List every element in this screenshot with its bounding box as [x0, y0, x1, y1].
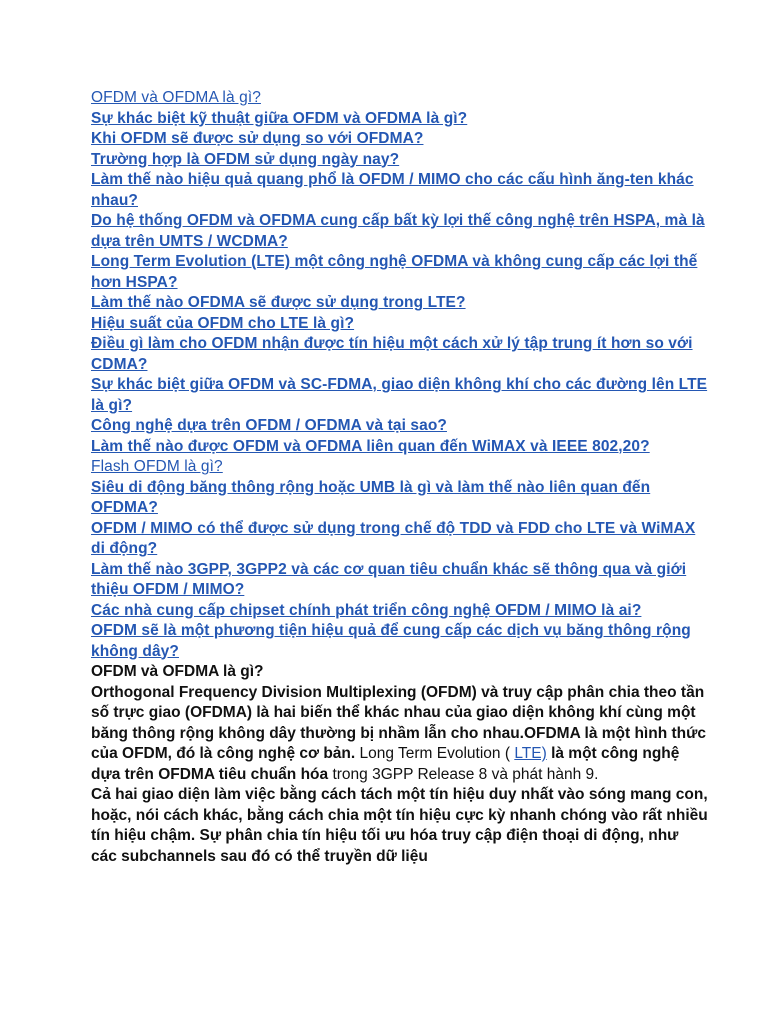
toc-link[interactable]: Long Term Evolution (LTE) một công nghệ OFDMA và không cung cấp các lợi thế hơn HSPA? — [91, 253, 698, 291]
toc-link[interactable]: Khi OFDM sẽ được sử dụng so với OFDMA? — [91, 130, 424, 147]
toc-link[interactable]: OFDM / MIMO có thể được sử dụng trong chế độ TDD và FDD cho LTE và WiMAX di động? — [91, 519, 696, 557]
toc-link[interactable]: Làm thế nào được OFDM và OFDMA liên quan đến WiMAX và IEEE 802,20? — [91, 437, 650, 455]
para1-text-c: là một công nghệ dựa trên OFDMA tiêu chuẩn hóa — [91, 745, 680, 783]
toc-link[interactable]: Flash OFDM là gì? — [91, 458, 223, 475]
para1-text-a: Orthogonal Frequency Division Multiplexing (OFDM) và truy cập phân chia theo tần số trực giao (OFDMA) là hai biến thể khác nhau của giao diện không khí cùng một băng thông rộng không dây thường bị nhầm lẫn cho nhau.OFDMA là một hình thức của OFDM, đó là công nghệ cơ bản. — [91, 683, 706, 762]
para1-text-b: Long Term Evolution ( — [359, 745, 515, 762]
toc-link[interactable]: Điều gì làm cho OFDM nhận được tín hiệu một cách xử lý tập trung ít hơn so với CDMA? — [91, 335, 693, 373]
toc-link[interactable]: OFDM sẽ là một phương tiện hiệu quả để cung cấp các dịch vụ băng thông rộng không dây? — [91, 622, 691, 660]
body-paragraph: Cả hai giao diện làm việc bằng cách tách một tín hiệu duy nhất vào sóng mang con, hoặc, nói cách khác, bằng cách chia một tín hiệu cực kỳ nhanh chóng vào rất nhiều tín hiệu chậm. Sự phân chia tín hiệu tối ưu hóa truy cập điện thoại di động, như các subchannels sau đó có thể truyền dữ liệu — [91, 786, 708, 865]
toc-link[interactable]: Sự khác biệt giữa OFDM và SC-FDMA, giao diện không khí cho các đường lên LTE là gì? — [91, 376, 708, 414]
toc-link[interactable]: Trường hợp là OFDM sử dụng ngày nay? — [91, 150, 400, 168]
section-heading: OFDM và OFDMA là gì? — [91, 663, 264, 680]
para1-text-d: trong 3GPP Release 8 và phát hành 9. — [332, 765, 599, 783]
toc-link[interactable]: Do hệ thống OFDM và OFDMA cung cấp bất kỳ lợi thế công nghệ trên HSPA, mà là dựa trên UMTS / WCDMA? — [91, 212, 705, 250]
toc-link[interactable]: OFDM và OFDMA là gì? — [91, 89, 261, 106]
lte-link[interactable]: LTE) — [514, 745, 547, 762]
toc-link[interactable]: Siêu di động băng thông rộng hoặc UMB là gì và làm thế nào liên quan đến OFDMA? — [91, 478, 651, 516]
intro-paragraph — [91, 683, 708, 786]
table-of-contents — [91, 88, 708, 662]
toc-link[interactable]: Hiệu suất của OFDM cho LTE là gì? — [91, 314, 355, 332]
toc-link[interactable]: Làm thế nào hiệu quả quang phổ là OFDM / MIMO cho các cấu hình ăng-ten khác nhau? — [91, 171, 694, 209]
toc-link[interactable]: Làm thế nào OFDMA sẽ được sử dụng trong LTE? — [91, 294, 466, 311]
toc-link[interactable]: Các nhà cung cấp chipset chính phát triển công nghệ OFDM / MIMO là ai? — [91, 601, 642, 619]
toc-link[interactable]: Công nghệ dựa trên OFDM / OFDMA và tại sao? — [91, 417, 447, 434]
toc-link[interactable]: Làm thế nào 3GPP, 3GPP2 và các cơ quan tiêu chuẩn khác sẽ thông qua và giới thiệu OFDM / MIMO? — [91, 560, 687, 598]
toc-link[interactable]: Sự khác biệt kỹ thuật giữa OFDM và OFDMA là gì? — [91, 109, 468, 127]
